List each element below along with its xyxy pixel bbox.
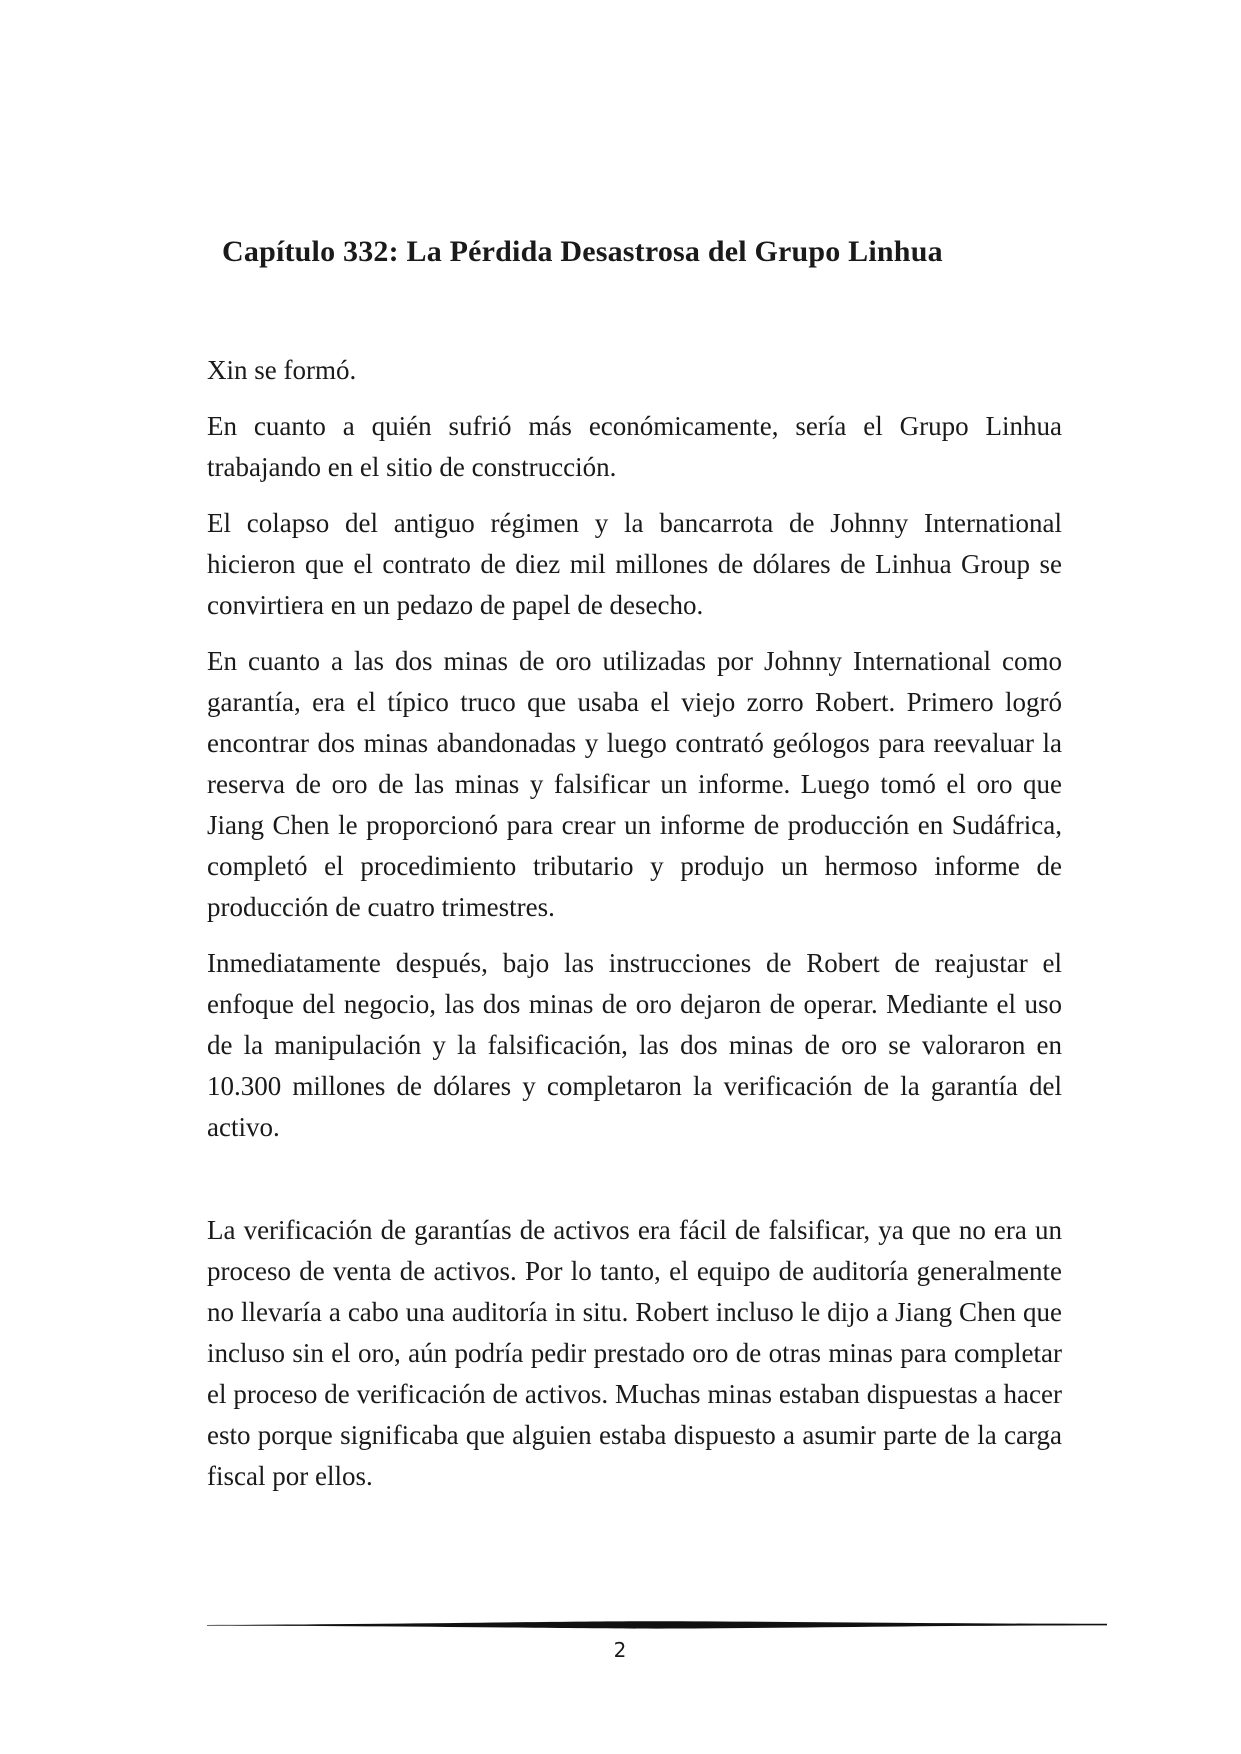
footer-divider [207,1620,1107,1630]
chapter-body [207,350,1062,1512]
paragraph-1: Xin se formó. [207,355,357,385]
paragraph-2: En cuanto a quién sufrió más económicamente, sería el Grupo Linhua trabajando en el sitio de construcción. [207,411,1062,482]
chapter-title: Capítulo 332: La Pérdida Desastrosa del Grupo Linhua [222,235,943,268]
paragraph-6: La verificación de garantías de activos era fácil de falsificar, ya que no era un proceso de venta de activos. Por lo tanto, el equipo de auditoría generalmente no llevaría a cabo una auditoría in situ. Robert incluso le dijo a Jiang Chen que incluso sin el oro, aún podría pedir prestado oro de otras minas para completar el proceso de verificación de activos. Muchas minas estaban dispuestas a hacer esto porque significaba que alguien estaba dispuesto a asumir parte de la carga fiscal por ellos. [207,1215,1062,1491]
page-number: 2 [613,1638,627,1662]
paragraph-4: En cuanto a las dos minas de oro utilizadas por Johnny International como garantía, era el típico truco que usaba el viejo zorro Robert. Primero logró encontrar dos minas abandonadas y luego contrató geólogos para reevaluar la reserva de oro de las minas y falsificar un informe. Luego tomó el oro que Jiang Chen le proporcionó para crear un informe de producción en Sudáfrica, completó el procedimiento tributario y produjo un hermoso informe de producción de cuatro trimestres. [207,646,1062,922]
paragraph-5: Inmediatamente después, bajo las instrucciones de Robert de reajustar el enfoque del negocio, las dos minas de oro dejaron de operar. Mediante el uso de la manipulación y la falsificación, las dos minas de oro se valoraron en 10.300 millones de dólares y completaron la verificación de la garantía del activo. [207,948,1062,1142]
paragraph-3: El colapso del antiguo régimen y la bancarrota de Johnny International hicieron que el contrato de diez mil millones de dólares de Linhua Group se convirtiera en un pedazo de papel de desecho. [207,508,1062,620]
